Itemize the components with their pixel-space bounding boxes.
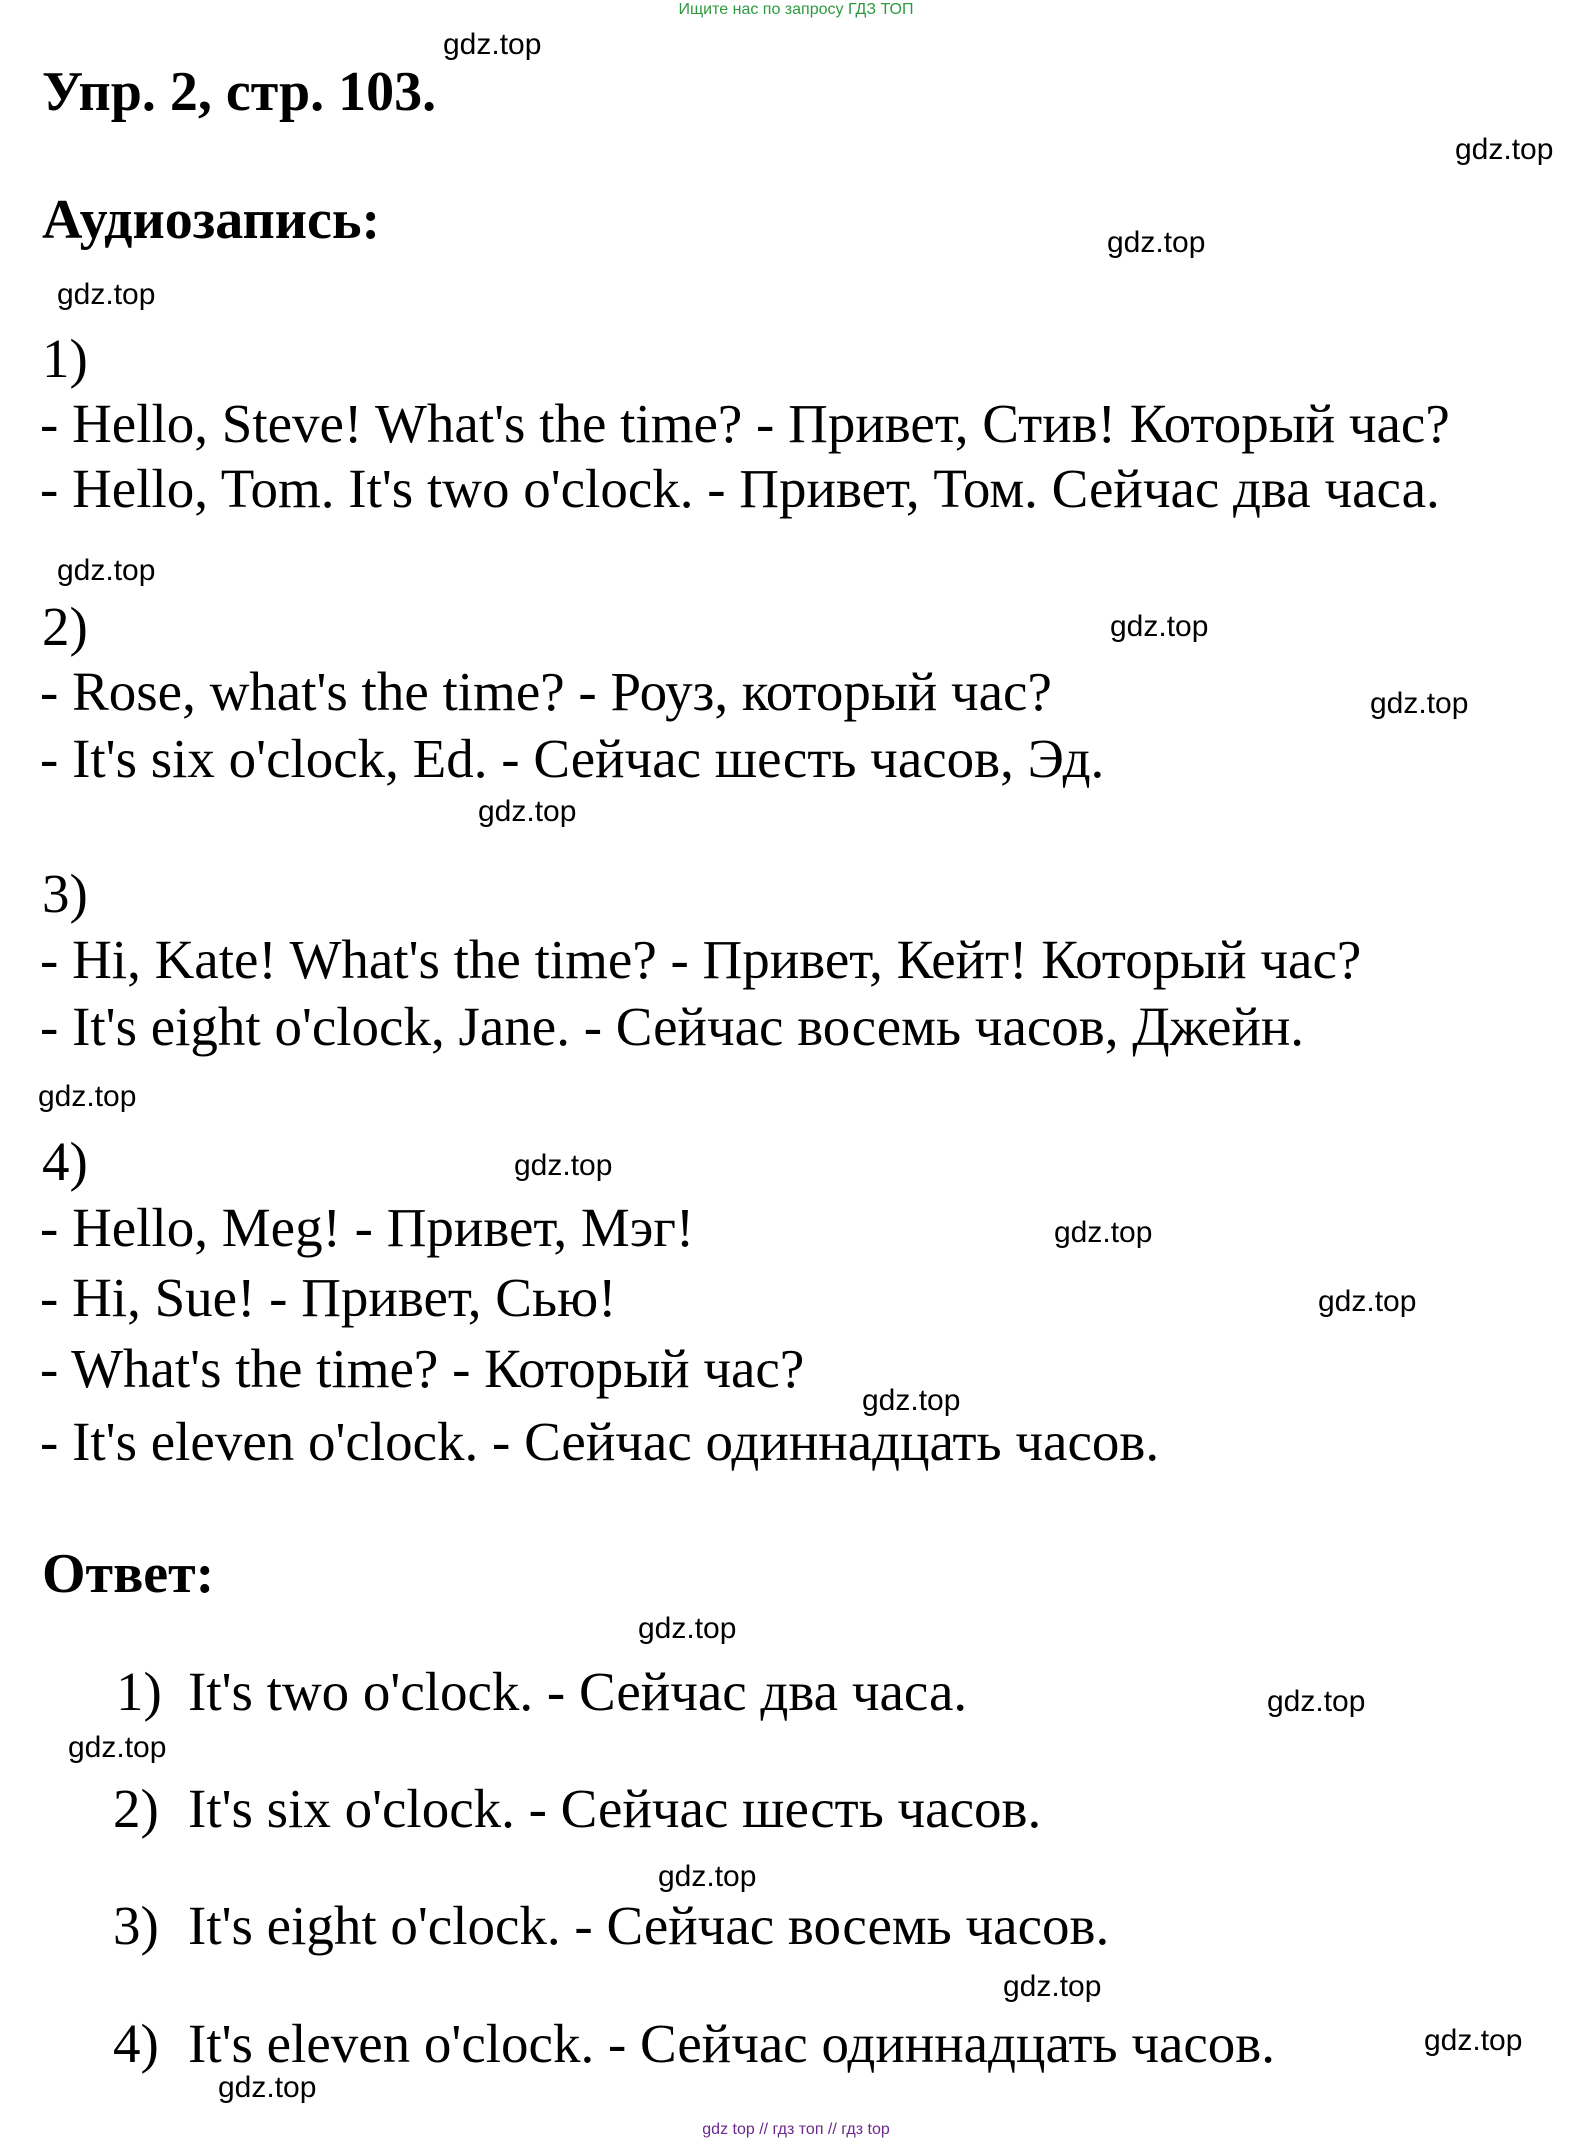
watermark: gdz.top [1107,226,1206,259]
dialogue-line: - Hi, Kate! What's the time? - Привет, Кейт! Который час? [40,929,1362,990]
dialogue-line: - Hi, Sue! - Привет, Сью! [40,1267,617,1328]
dialogue-number: 4) [42,1131,88,1192]
answer-text: It's two o'clock. - Сейчас два часа. [188,1661,968,1722]
watermark: gdz.top [862,1384,961,1417]
answer-number: 3) [113,1895,159,1956]
watermark: gdz.top [638,1612,737,1645]
bottom-banner: gdz top // гдз топ // гдз top [702,2121,890,2138]
watermark: gdz.top [1110,610,1209,643]
dialogue-number: 1) [42,328,88,389]
watermark: gdz.top [1455,133,1554,166]
dialogue-line: - Hello, Steve! What's the time? - Привет, Стив! Который час? [40,393,1450,454]
dialogue-line: - It's eight o'clock, Jane. - Сейчас восемь часов, Джейн. [40,996,1305,1057]
watermark: gdz.top [514,1149,613,1182]
watermark: gdz.top [478,795,577,828]
top-banner: Ищите нас по запросу ГДЗ ТОП [678,1,914,18]
watermark: gdz.top [658,1860,757,1893]
answer-text: It's eleven o'clock. - Сейчас одиннадцать часов. [188,2013,1276,2074]
watermark: gdz.top [443,28,542,61]
watermark: gdz.top [68,1731,167,1764]
dialogue-line: - Hello, Meg! - Привет, Мэг! [40,1197,695,1258]
audio-heading: Аудиозапись: [42,189,381,251]
answer-number: 2) [113,1778,159,1839]
watermark: gdz.top [1003,1970,1102,2003]
answer-number: 1) [116,1661,162,1722]
watermark: gdz.top [38,1080,137,1113]
watermark: gdz.top [1318,1285,1417,1318]
watermark: gdz.top [1370,687,1469,720]
dialogue-line: - Rose, what's the time? - Роуз, который час? [40,661,1052,722]
answer-number: 4) [113,2013,159,2074]
dialogue-number: 2) [42,596,88,657]
answer-heading: Ответ: [42,1543,215,1605]
watermark: gdz.top [1267,1685,1366,1718]
watermark: gdz.top [1054,1216,1153,1249]
dialogue-number: 3) [42,863,88,924]
dialogue-line: - It's six o'clock, Ed. - Сейчас шесть часов, Эд. [40,728,1105,789]
answer-text: It's eight o'clock. - Сейчас восемь часов. [188,1895,1110,1956]
watermark: gdz.top [1424,2024,1523,2057]
watermark: gdz.top [57,278,156,311]
dialogue-line: - Hello, Tom. It's two o'clock. - Привет, Том. Сейчас два часа. [40,458,1440,519]
watermark: gdz.top [57,554,156,587]
dialogue-line: - What's the time? - Который час? [40,1338,805,1399]
answer-text: It's six o'clock. - Сейчас шесть часов. [188,1778,1042,1839]
dialogue-line: - It's eleven o'clock. - Сейчас одиннадцать часов. [40,1411,1160,1472]
watermark: gdz.top [218,2071,317,2104]
page-title: Упр. 2, стр. 103. [42,61,437,123]
